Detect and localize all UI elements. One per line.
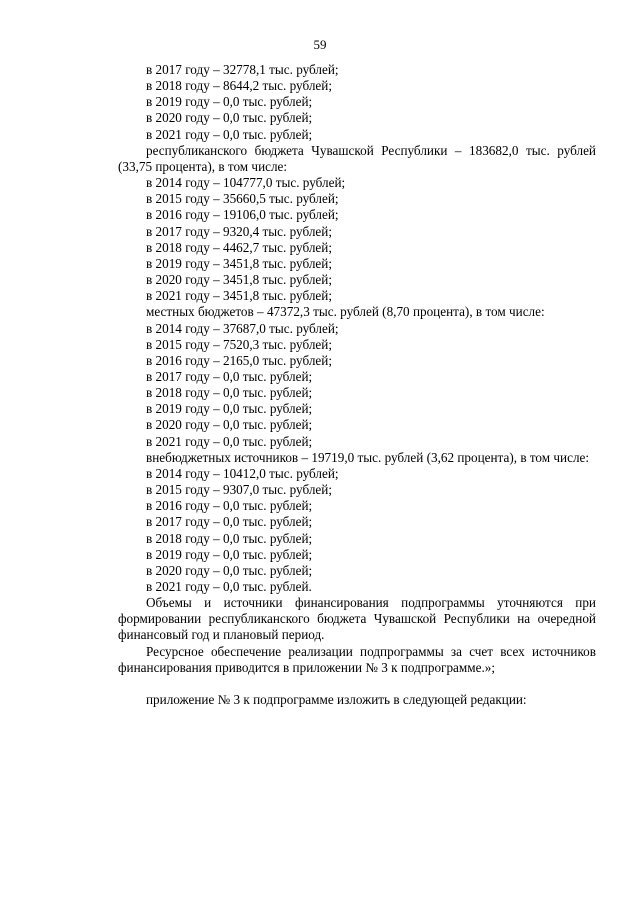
funding-line: в 2015 году – 35660,5 тыс. рублей;	[146, 191, 339, 207]
resource-provision-paragraph: Ресурсное обеспечение реализации подпрограммы за счет всех источников финансирования приводится в приложении № 3 к подпрограмме.»;	[118, 643, 596, 675]
funding-line: в 2016 году – 2165,0 тыс. рублей;	[146, 352, 332, 368]
funding-line: в 2014 году – 10412,0 тыс. рублей;	[146, 465, 339, 481]
page-number: 59	[313, 37, 327, 52]
funding-line: в 2015 году – 7520,3 тыс. рублей;	[146, 336, 332, 352]
funding-line: в 2021 году – 0,0 тыс. рублей.	[146, 579, 312, 594]
funding-line: в 2020 году – 3451,8 тыс. рублей;	[146, 272, 332, 288]
funding-line: в 2018 году – 0,0 тыс. рублей;	[146, 385, 313, 401]
document-body	[118, 62, 596, 708]
funding-line: в 2021 году – 0,0 тыс. рублей;	[146, 126, 313, 142]
funding-line: в 2019 году – 0,0 тыс. рублей;	[146, 546, 313, 562]
extrabudgetary-heading: внебюджетных источников – 19719,0 тыс. рублей (3,62 процента), в том числе:	[146, 449, 590, 465]
local-budgets-heading: местных бюджетов – 47372,3 тыс. рублей (8,70 процента), в том числе:	[146, 304, 545, 320]
funding-line: в 2014 году – 104777,0 тыс. рублей;	[146, 175, 346, 191]
funding-line: в 2016 году – 19106,0 тыс. рублей;	[146, 207, 339, 223]
funding-line: в 2020 году – 0,0 тыс. рублей;	[146, 110, 313, 126]
funding-line: в 2021 году – 0,0 тыс. рублей;	[146, 433, 313, 449]
funding-line: в 2019 году – 3451,8 тыс. рублей;	[146, 255, 332, 271]
funding-line: в 2017 году – 32778,1 тыс. рублей;	[146, 62, 339, 77]
paragraph-spacer	[118, 676, 596, 692]
funding-line: в 2018 году – 8644,2 тыс. рублей;	[146, 78, 332, 94]
funding-line: в 2018 году – 4462,7 тыс. рублей;	[146, 239, 332, 255]
funding-line: в 2019 году – 0,0 тыс. рублей;	[146, 94, 313, 110]
funding-line: в 2014 году – 37687,0 тыс. рублей;	[146, 320, 339, 336]
funding-line: в 2019 году – 0,0 тыс. рублей;	[146, 401, 313, 417]
funding-line: в 2017 году – 0,0 тыс. рублей;	[146, 368, 313, 384]
funding-line: в 2017 году – 9320,4 тыс. рублей;	[146, 223, 332, 239]
funding-line: в 2018 году – 0,0 тыс. рублей;	[146, 530, 313, 546]
funding-line: в 2016 году – 0,0 тыс. рублей;	[146, 498, 313, 514]
funding-line: в 2020 году – 0,0 тыс. рублей;	[146, 562, 313, 578]
appendix-instruction-paragraph: приложение № 3 к подпрограмме изложить в следующей редакции:	[146, 691, 527, 707]
funding-line: в 2020 году – 0,0 тыс. рублей;	[146, 417, 313, 433]
funding-line: в 2021 году – 3451,8 тыс. рублей;	[146, 288, 332, 304]
funding-clarification-paragraph: Объемы и источники финансирования подпрограммы уточняются при формировании республиканского бюджета Чувашской Республики на очередной финансовый год и плановый период.	[118, 595, 596, 643]
funding-line: в 2017 году – 0,0 тыс. рублей;	[146, 514, 313, 530]
funding-line: в 2015 году – 9307,0 тыс. рублей;	[146, 482, 332, 498]
republic-budget-heading: республиканского бюджета Чувашской Республики – 183682,0 тыс. рублей (33,75 процента), в том числе:	[118, 142, 596, 174]
